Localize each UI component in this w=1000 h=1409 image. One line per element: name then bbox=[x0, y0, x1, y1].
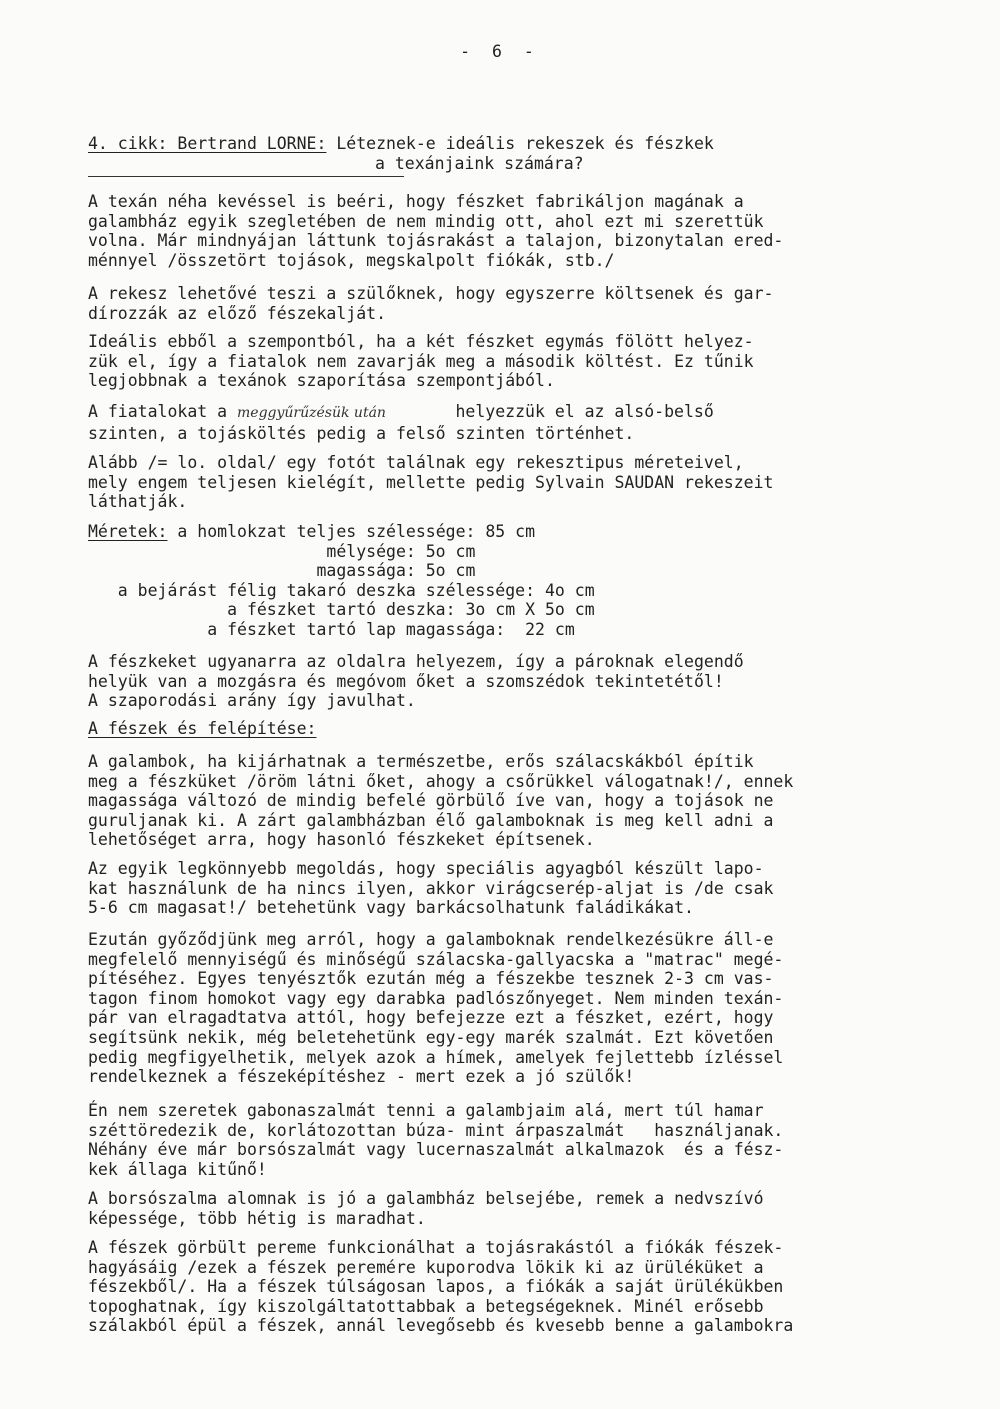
text-line: zük el, így a fiatalok nem zavarják meg a második költést. Ez tűnik bbox=[88, 351, 754, 371]
text-line: galambház egyik szegletében de nem mindig ott, ahol ezt mi szerettük bbox=[88, 211, 764, 231]
measurement-line: a homlokzat teljes szélessége: 85 cm bbox=[167, 522, 536, 541]
text-line: tagon finom homokot vagy egy darabka padlószőnyeget. Nem minden texán- bbox=[88, 988, 784, 1008]
text-line: pár van elragadtatva attól, hogy befejezze ezt a fészket, ezért, hogy bbox=[88, 1008, 774, 1028]
text-line: segítsünk nekik, még beletehetünk egy-egy marék szalmát. Ezt követően bbox=[88, 1027, 774, 1047]
text-line: legjobbnak a texánok szaporítása szempontjából. bbox=[88, 371, 555, 391]
measurement-line: a fészket tartó lap magassága: 22 cm bbox=[88, 619, 575, 639]
text-line: képessége, több hétig is maradhat. bbox=[88, 1208, 426, 1228]
text-line: Én nem szeretek gabonaszalmát tenni a galambjaim alá, mert túl hamar bbox=[88, 1101, 764, 1120]
text-line: pítéséhez. Egyes tenyésztők ezután még a fészekbe tesznek 2-3 cm vas- bbox=[88, 969, 774, 989]
paragraph-6 bbox=[88, 652, 958, 711]
text-line: A borsószalma alomnak is jó a galambház belsejébe, remek a nedvszívó bbox=[88, 1189, 764, 1208]
text-line: helyük van a mozgásra és megóvom őket a szomszédok tekintetétől! bbox=[88, 671, 724, 691]
text-line: láthatják. bbox=[88, 492, 188, 512]
title-line-2: a texánjaink számára? bbox=[375, 153, 584, 173]
title-line-1: Léteznek-e ideális rekeszek és fészkek bbox=[336, 134, 714, 153]
paragraph-11 bbox=[88, 1189, 958, 1228]
text-line: Ideális ebből a szempontból, ha a két fészket egymás fölött helyez- bbox=[88, 332, 754, 351]
text-line: szinten, a tojásköltés pedig a felső szinten történhet. bbox=[88, 423, 635, 443]
measurements-heading: Méretek: bbox=[88, 522, 168, 541]
text-line: pedig megfigyelhetik, melyek azok a hímek, amelyek fejlettebb ízléssel bbox=[88, 1047, 784, 1067]
text-line: mely engem teljesen kielégít, mellette pedig Sylvain SAUDAN rekeszeit bbox=[88, 472, 774, 492]
text-line: A szaporodási arány így javulhat. bbox=[88, 691, 416, 711]
text-line: 5-6 cm magasat!/ betehetünk vagy barkácsolhatunk faládikákat. bbox=[88, 898, 694, 918]
text-line: lehetőséget arra, hogy hasonló fészkeket építsenek. bbox=[88, 830, 595, 850]
title-divider bbox=[88, 176, 404, 177]
text-line: A fészek görbült pereme funkcionálhat a tojásrakástól a fiókák fészek- bbox=[88, 1238, 784, 1257]
paragraph-3 bbox=[88, 332, 958, 391]
text-line: A rekesz lehetővé teszi a szülőknek, hogy egyszerre költsenek és gar- bbox=[88, 284, 774, 303]
measurement-line: magassága: 5o cm bbox=[88, 561, 476, 581]
text-line: magassága változó de mindig befelé görbülő íve van, hogy a tojások ne bbox=[88, 791, 774, 811]
measurements bbox=[88, 522, 958, 640]
text-segment: A fiatalokat a bbox=[88, 402, 228, 421]
paragraph-5 bbox=[88, 453, 958, 512]
text-line: Ezután győződjünk meg arról, hogy a galamboknak rendelkezésükre áll-e bbox=[88, 930, 774, 949]
section-heading: A fészek és felépítése: bbox=[88, 719, 317, 738]
text-line: megfelelő mennyiségű és minőségű szálacska-gallyacska a "matrac" megé- bbox=[88, 949, 784, 969]
text-line: hagyásáig /ezek a fészek peremére kuporodva lökik ki az ürüléküket a bbox=[88, 1257, 764, 1277]
text-line: ménnyel /összetört tojások, megskalpolt fiókák, stb./ bbox=[88, 250, 615, 270]
text-line: topoghatnak, így kiszolgáltatottabbak a betegségeknek. Minél erősebb bbox=[88, 1296, 764, 1316]
text-line: A galambok, ha kijárhatnak a természetbe, erős szálacskákból építik bbox=[88, 752, 754, 771]
text-line: szálakból épül a fészek, annál levegősebb és kvesebb benne a galambokra bbox=[88, 1316, 794, 1336]
text-line: széttöredezik de, korlátozottan búza- mint árpaszalmát használjanak. bbox=[88, 1120, 784, 1140]
text-line: kek állaga kitűnő! bbox=[88, 1159, 267, 1179]
paragraph-4 bbox=[88, 402, 958, 443]
handwritten-note: meggyűrűzésük után bbox=[237, 405, 386, 421]
paragraph-2 bbox=[88, 284, 958, 323]
paragraph-8 bbox=[88, 859, 958, 918]
text-line: fészekből/. Ha a fészek túlságosan lapos, a fiókák a saját ürülékükben bbox=[88, 1277, 784, 1297]
article-label: 4. cikk: Bertrand LORNE: bbox=[88, 134, 327, 153]
page-number: - 6 - bbox=[460, 42, 540, 61]
paragraph-10 bbox=[88, 1101, 958, 1179]
paragraph-12 bbox=[88, 1238, 958, 1336]
text-line: A texán néha kevéssel is beéri, hogy fészket fabrikáljon magának a bbox=[88, 192, 744, 211]
text-line: Néhány éve már borsószalmát vagy lucernaszalmát alkalmazok és a fész- bbox=[88, 1140, 784, 1160]
text-line: A fészkeket ugyanarra az oldalra helyezem, így a pároknak elegendő bbox=[88, 652, 744, 671]
text-line: volna. Már mindnyájan láttunk tojásrakást a talajon, bizonytalan ered- bbox=[88, 231, 784, 251]
text-line: Alább /= lo. oldal/ egy fotót találnak egy rekesztipus méreteivel, bbox=[88, 453, 744, 472]
measurement-line: a fészket tartó deszka: 3o cm X 5o cm bbox=[88, 600, 595, 620]
paragraph-1 bbox=[88, 192, 958, 270]
text-line: Az egyik legkönnyebb megoldás, hogy speciális agyagból készült lapo- bbox=[88, 859, 764, 878]
text-segment: helyezzük el az alsó-belső bbox=[455, 402, 714, 421]
text-line: guruljanak ki. A zárt galambházban élő galamboknak is meg kell adni a bbox=[88, 810, 774, 830]
text-line: meg a fészküket /öröm látni őket, ahogy a csőrükkel válogatnak!/, ennek bbox=[88, 771, 794, 791]
text-line: rendelkeznek a fészeképítéshez - mert ezek a jó szülők! bbox=[88, 1067, 635, 1087]
article-title bbox=[88, 134, 958, 173]
measurement-line: a bejárást félig takaró deszka szélessége: 4o cm bbox=[88, 580, 595, 600]
text-line: dírozzák az előző fészekalját. bbox=[88, 303, 387, 323]
text-line: kat használunk de ha nincs ilyen, akkor virágcserép-aljat is /de csak bbox=[88, 878, 774, 898]
measurement-line: mélysége: 5o cm bbox=[88, 541, 476, 561]
paragraph-7 bbox=[88, 752, 958, 850]
paragraph-9 bbox=[88, 930, 958, 1087]
